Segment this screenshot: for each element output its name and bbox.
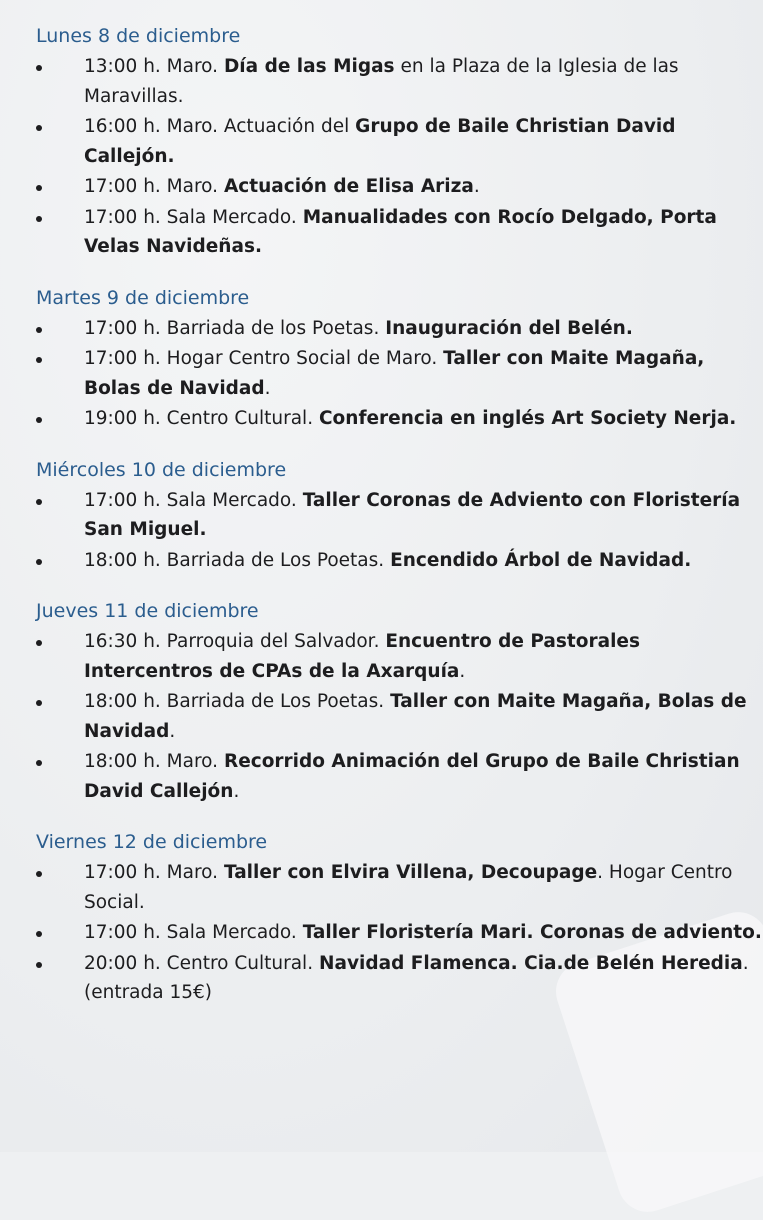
event-extra: . [473, 176, 480, 197]
bullet-icon [36, 559, 42, 565]
event-item [36, 949, 763, 1008]
event-time-place: 17:00 h. Sala Mercado. [84, 206, 297, 228]
bullet-icon [36, 700, 42, 706]
event-item [36, 404, 763, 434]
event-item [36, 52, 763, 111]
event-title: Encendido Árbol de Navidad. [390, 549, 692, 571]
bullet-icon [36, 931, 42, 937]
event-title: Actuación de Elisa Ariza [223, 176, 474, 197]
bullet-icon [36, 357, 42, 363]
event-extra: en la Plaza de la Iglesia de las Maravillas. [84, 56, 679, 107]
event-time-place: 19:00 h. Centro Cultural. [84, 408, 314, 429]
event-title: Grupo de Baile Christian David Callejón. [84, 116, 676, 167]
event-title: Día de las Migas [223, 56, 395, 77]
bullet-icon [36, 760, 42, 766]
event-schedule [36, 22, 763, 1030]
event-time-place: 16:30 h. Parroquia del Salvador. [84, 631, 380, 652]
event-time-place: 17:00 h. Maro. [84, 862, 219, 883]
event-item [36, 203, 763, 262]
event-time-place: 18:00 h. Barriada de Los Poetas. [84, 691, 385, 712]
day-title: Martes 9 de diciembre [36, 286, 250, 309]
event-time-place: 17:00 h. Sala Mercado. [84, 922, 297, 943]
day-title: Viernes 12 de diciembre [36, 831, 268, 853]
event-item [36, 112, 763, 171]
event-time-place: 18:00 h. Maro. [84, 751, 219, 772]
event-title: Taller con Maite Magaña, Bolas de Navidad [84, 348, 705, 399]
bullet-icon [36, 417, 42, 423]
event-item [36, 344, 763, 403]
event-extra: . [233, 780, 240, 802]
event-title: Taller Coronas de Adviento con Floristería San Miguel. [84, 489, 741, 540]
event-item [36, 314, 763, 344]
event-time-place: 17:00 h. Barriada de los Poetas. [84, 317, 380, 339]
bullet-icon [36, 327, 42, 333]
event-item [36, 546, 763, 576]
day-section [36, 284, 763, 434]
bullet-icon [36, 65, 42, 71]
event-item [36, 486, 763, 545]
bullet-icon [36, 640, 42, 646]
event-time-place: 18:00 h. Barriada de Los Poetas. [84, 549, 385, 571]
event-item [36, 747, 763, 806]
day-section [36, 456, 763, 576]
day-section [36, 22, 763, 262]
event-title: Navidad Flamenca. Cia.de Belén Heredia [318, 952, 743, 974]
day-section [36, 828, 763, 1008]
bullet-icon [36, 499, 42, 505]
event-list [36, 858, 763, 1008]
event-title: Encuentro de Pastorales Intercentros de CPAs de la Axarquía [84, 631, 640, 682]
bullet-icon [36, 216, 42, 222]
event-title: Taller con Elvira Villena, Decoupage [223, 862, 598, 883]
bullet-icon [36, 185, 42, 191]
event-time-place: 20:00 h. Centro Cultural. [84, 952, 314, 974]
event-item [36, 172, 763, 202]
day-title: Lunes 8 de diciembre [36, 25, 241, 47]
event-time-place: 17:00 h. Maro. [84, 176, 219, 197]
event-time-place: 17:00 h. Hogar Centro Social de Maro. [84, 348, 438, 369]
event-extra: . Hogar Centro Social. [84, 862, 733, 913]
event-extra: . (entrada 15€) [84, 952, 749, 1003]
bullet-icon [36, 871, 42, 877]
event-title: Taller con Maite Magaña, Bolas de Navidad [84, 691, 747, 742]
bullet-icon [36, 125, 42, 131]
event-extra: . [459, 660, 466, 682]
event-title: Manualidades con Rocío Delgado, Porta Velas Navideñas. [84, 206, 717, 257]
event-list [36, 627, 763, 806]
event-time-place: 16:00 h. Maro. Actuación del [84, 116, 350, 137]
event-list [36, 486, 763, 576]
event-extra: . [169, 720, 176, 742]
day-section [36, 597, 763, 806]
event-item [36, 627, 763, 686]
bullet-icon [36, 962, 42, 968]
event-title: Inauguración del Belén. [385, 317, 633, 339]
event-list [36, 52, 763, 262]
day-title: Jueves 11 de diciembre [36, 600, 259, 622]
event-title: Recorrido Animación del Grupo de Baile Christian David Callejón [84, 751, 740, 802]
event-item [36, 918, 763, 948]
event-item [36, 858, 763, 917]
event-time-place: 17:00 h. Sala Mercado. [84, 489, 297, 511]
event-time-place: 13:00 h. Maro. [84, 56, 219, 77]
day-title: Miércoles 10 de diciembre [36, 458, 287, 481]
event-title: Taller Floristería Mari. Coronas de adviento. [302, 922, 762, 943]
event-item [36, 687, 763, 746]
event-extra: . [264, 377, 271, 399]
event-list [36, 314, 763, 434]
event-title: Conferencia en inglés Art Society Nerja. [318, 408, 737, 429]
